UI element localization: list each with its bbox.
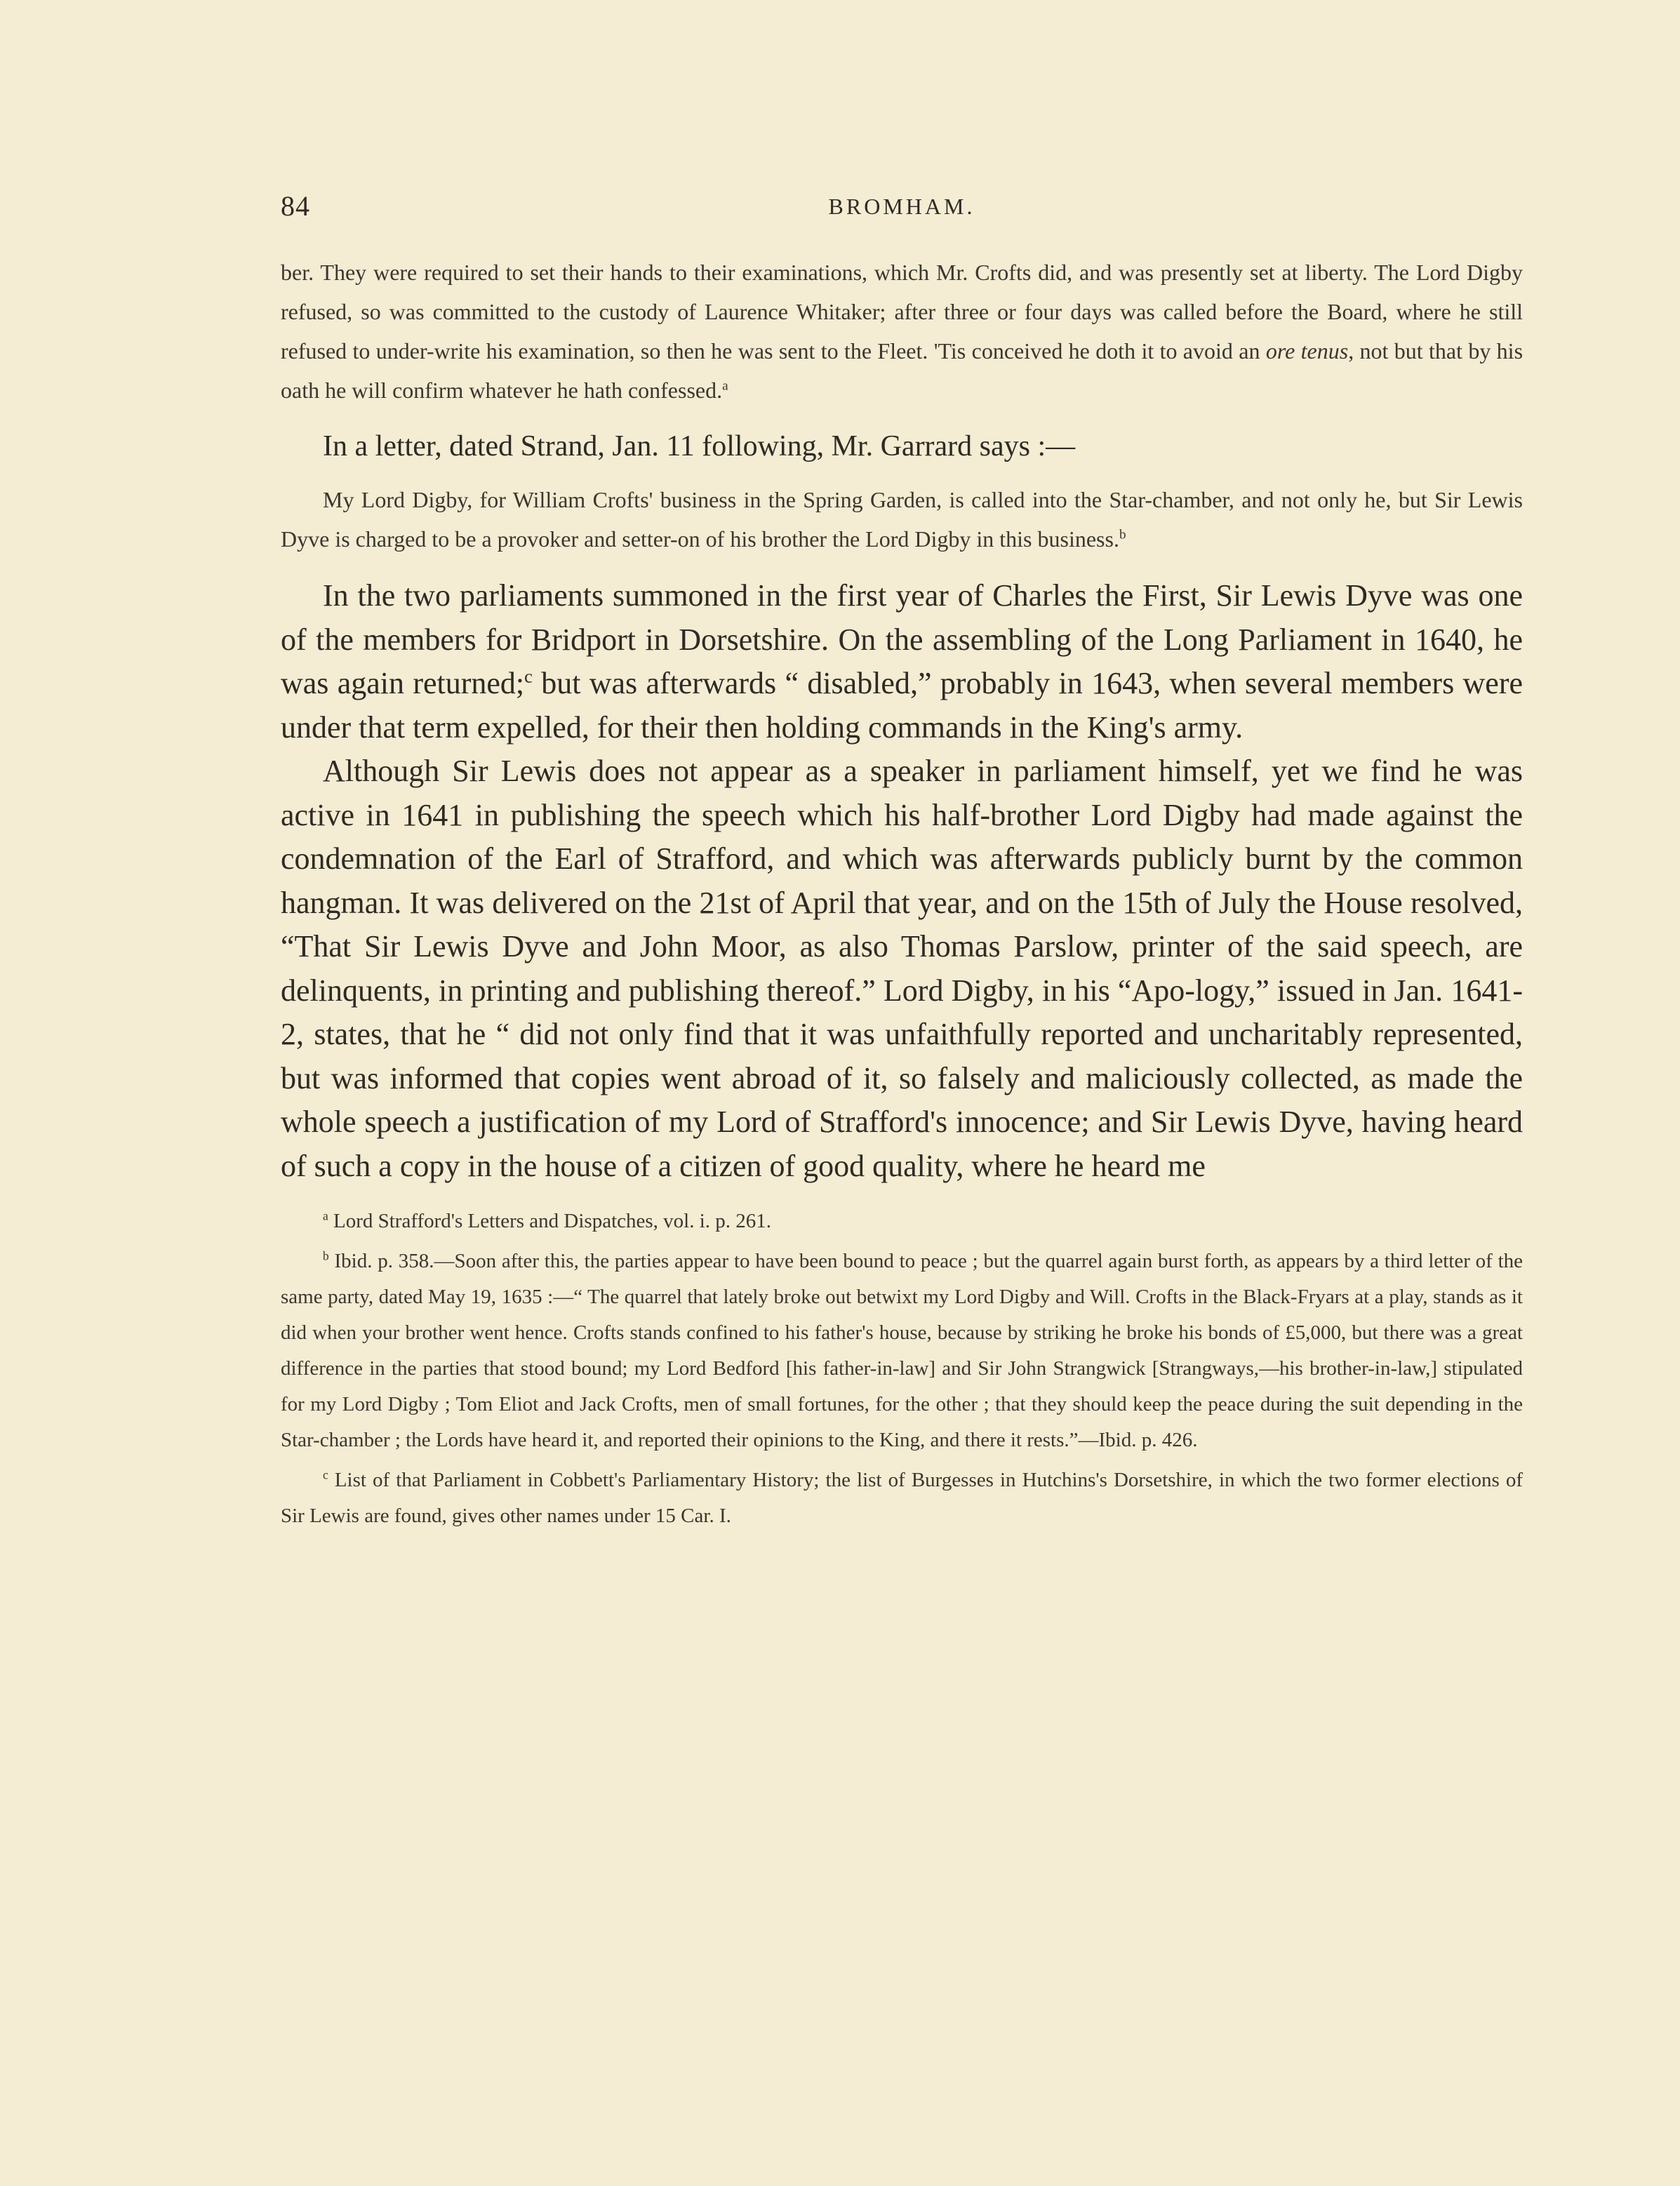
quote-1-text: ber. They were required to set their hands to their examinations, which Mr. Crofts did, and was presently set at liberty. The Lord Digby refused, so was committed to the custody of Laurence Whitaker; after three or four days was called before the Board, where he still refused to under-write his examination, so then he was sent to the Fleet. 'Tis conceived he doth it to avoid an (281, 260, 1523, 364)
running-head: BROMHAM. (828, 194, 975, 219)
quote-1-rest: , not but that by his oath he will confirm whatever he hath confessed. (281, 338, 1524, 403)
quote-block-1 (281, 253, 1523, 410)
paragraph-parliaments (281, 574, 1523, 749)
footnote-ref-a: a (722, 378, 728, 394)
page-number: 84 (281, 190, 310, 222)
paragraph-speech: Although Sir Lewis does not appear as a speaker in parliament himself, yet we find he was active in 1641 in publishing the speech which his half-brother Lord Digby had made against the condemnation of the Earl of Strafford, and which was afterwards publicly burnt by the common hangman. It was delivered on the 21st of April that year, and on the 15th of July the House resolved, “That Sir Lewis Dyve and John Moor, as also Thomas Parslow, printer of the said speech, are delinquents, in printing and publishing thereof.” Lord Digby, in his “Apo-logy,” issued in Jan. 1641-2, states, that he “ did not only find that it was unfaithfully reported and uncharitably represented, but was informed that copies went abroad of it, so falsely and maliciously collected, as made the whole speech a justification of my Lord of Strafford's innocence; and Sir Lewis Dyve, having heard of such a copy in the house of a citizen of good quality, where he heard me (281, 754, 1523, 1183)
footnote-b (281, 1244, 1523, 1458)
paragraph-parliaments-part2: but was afterwards “ disabled,” probably in 1643, when several members were under that term expelled, for their then holding commands in the King's army. (281, 666, 1523, 745)
footnotes (281, 1204, 1523, 1534)
footnote-marker: c (323, 1467, 328, 1482)
quote-block-2 (281, 480, 1523, 559)
footnote-a (281, 1204, 1523, 1239)
footnote-ref-b: b (1119, 527, 1126, 542)
footnote-text: List of that Parliament in Cobbett's Parliamentary History; the list of Burgesses in Hutchins's Dorsetshire, in which the two former elections of Sir Lewis are found, gives other names under 15 Car. I. (281, 1469, 1523, 1527)
paragraph-parliaments-part1: In the two parliaments summoned in the first year of Charles the First, Sir Lewis Dyve was one of the members for Bridport in Dorsetshire. On the assembling of the Long Parliament in 1640, he was again returned; (281, 578, 1523, 700)
footnote-marker: a (323, 1208, 328, 1223)
letter-intro: In a letter, dated Strand, Jan. 11 following, Mr. Garrard says :— (323, 430, 1076, 462)
footnote-ref-c: c (524, 665, 533, 687)
page (281, 189, 1523, 1534)
quote-1-italic: ore tenus (1265, 338, 1349, 364)
footnote-c (281, 1462, 1523, 1534)
page-header (281, 189, 1523, 232)
footnote-marker: b (323, 1248, 329, 1263)
quote-2-text: My Lord Digby, for William Crofts' business in the Spring Garden, is called into the Star-chamber, and not only he, but Sir Lewis Dyve is charged to be a provoker and setter-on of his brother the Lord Digby in this business. (281, 487, 1523, 552)
footnote-text: Lord Strafford's Letters and Dispatches, vol. i. p. 261. (333, 1210, 772, 1232)
footnote-text: Ibid. p. 358.—Soon after this, the parties appear to have been bound to peace ; but the quarrel again burst forth, as appears by a third letter of the same party, dated May 19, 1635 :—“ The quarrel that lately broke out betwixt my Lord Digby and Will. Crofts in the Black-Fryars at a play, stands as it did when your brother went hence. Crofts stands confined to his father's house, because by striking he broke his bonds of £5,000, but there was a great difference in the parties that stood bound; my Lord Bedford [his father-in-law] and Sir John Strangwick [Strangways,—his brother-in-law,] stipulated for my Lord Digby ; Tom Eliot and Jack Crofts, men of small fortunes, for the other ; that they should keep the peace during the suit depending in the Star-chamber ; the Lords have heard it, and reported their opinions to the King, and there it rests.”—Ibid. p. 426. (281, 1250, 1524, 1451)
